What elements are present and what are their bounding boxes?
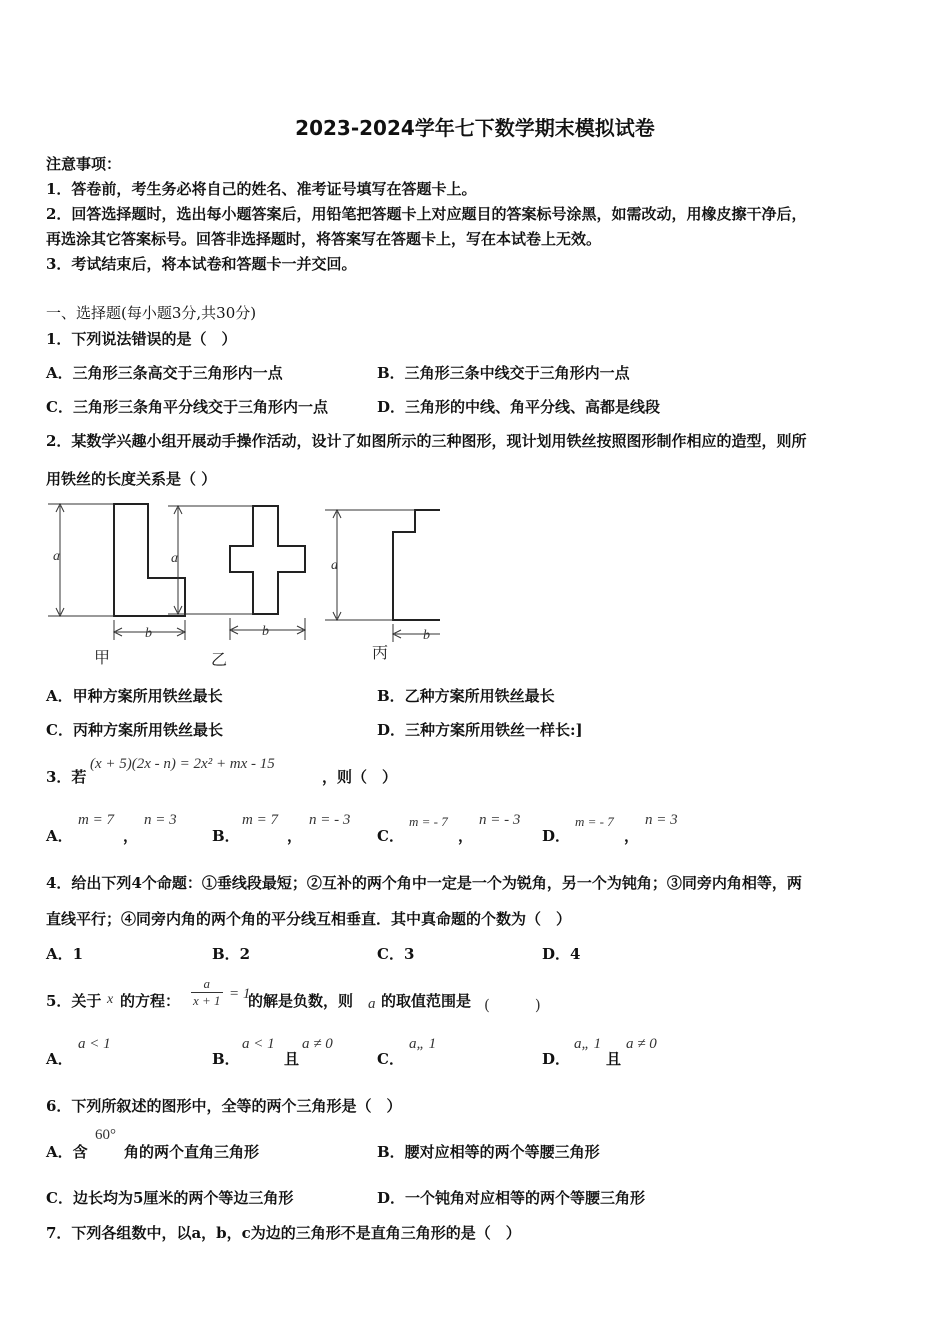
comma: ， bbox=[624, 827, 640, 845]
q2-figures bbox=[40, 498, 440, 670]
dim-a-label: a bbox=[171, 551, 178, 566]
notice-item: 1．答卷前，考生务必将自己的姓名、准考证号填写在答题卡上。 bbox=[46, 180, 477, 198]
dim-a-label: a bbox=[53, 549, 60, 564]
q5-stem-pre: 5．关于 bbox=[46, 992, 102, 1010]
dim-a-label: a bbox=[331, 558, 338, 573]
q5-c-expr: a„ 1 bbox=[409, 1036, 437, 1052]
q5-b-expr2: a ≠ 0 bbox=[302, 1036, 333, 1052]
q2-option-b: B．乙种方案所用铁丝最长 bbox=[377, 687, 555, 705]
q2-option-d: D．三种方案所用铁丝一样长:] bbox=[377, 721, 583, 739]
q3-option-b: B． bbox=[212, 827, 240, 845]
comma: ， bbox=[123, 827, 139, 845]
q5-option-b: B． bbox=[212, 1050, 240, 1068]
q5-stem-post: 的解是负数，则 bbox=[248, 992, 354, 1010]
section-heading: 一、选择题(每小题3分,共30分) bbox=[46, 304, 257, 322]
q5-d-expr: a„ 1 bbox=[574, 1036, 602, 1052]
q7-stem: 7．下列各组数中，以a，b，c为边的三角形不是直角三角形的是（ ） bbox=[46, 1224, 521, 1242]
q3-a-n: n = 3 bbox=[144, 812, 177, 828]
q3-a-m: m = 7 bbox=[78, 812, 114, 828]
notice-item: 2．回答选择题时，选出每小题答案后，用铅笔把答题卡上对应题目的答案标号涂黑，如需改动，用橡皮擦干净后， bbox=[46, 205, 807, 223]
q4-stem: 4．给出下列4个命题：①垂线段最短；②互补的两个角中一定是一个为锐角，另一个为钝角；③同旁内角相等，两 bbox=[46, 874, 802, 892]
q6-option-a: A．含 bbox=[46, 1143, 88, 1161]
q4-option-d: D．4 bbox=[542, 945, 581, 963]
q2-option-a: A．甲种方案所用铁丝最长 bbox=[46, 687, 223, 705]
q6-a-degree: 60° bbox=[95, 1127, 116, 1143]
q3-d-m: m = - 7 bbox=[575, 814, 614, 829]
q3-equation: (x + 5)(2x - n) = 2x² + mx - 15 bbox=[90, 756, 275, 772]
q3-c-m: m = - 7 bbox=[409, 814, 448, 829]
notice-item: 3．考试结束后，将本试卷和答题卡一并交回。 bbox=[46, 255, 357, 273]
shape-bing bbox=[393, 510, 440, 620]
q4-option-c: C．3 bbox=[377, 945, 415, 963]
notice-item: 再选涂其它答案标号。回答非选择题时，将答案写在答题卡上，写在本试卷上无效。 bbox=[46, 230, 602, 248]
q4-stem: 直线平行；④同旁内角的两个角的平分线互相垂直．其中真命题的个数为（ ） bbox=[46, 910, 572, 928]
figure-label-bing: 丙 bbox=[372, 643, 389, 662]
q5-frac-num: a bbox=[191, 976, 223, 993]
q1-option-a: A．三角形三条高交于三角形内一点 bbox=[46, 364, 283, 382]
figure-label-jia: 甲 bbox=[94, 648, 111, 667]
comma: ， bbox=[458, 827, 474, 845]
dim-b-label: b bbox=[145, 626, 152, 641]
q1-option-c: C．三角形三条角平分线交于三角形内一点 bbox=[46, 398, 328, 416]
q3-c-n: n = - 3 bbox=[479, 812, 521, 828]
q3-option-d: D． bbox=[542, 827, 571, 845]
q5-option-a: A． bbox=[46, 1050, 73, 1068]
q3-b-m: m = 7 bbox=[242, 812, 278, 828]
q5-frac-den: x + 1 bbox=[193, 993, 221, 1008]
q5-var-a: a bbox=[368, 996, 376, 1012]
shape-yi bbox=[230, 506, 305, 614]
q6-option-a-text: 角的两个直角三角形 bbox=[124, 1143, 260, 1161]
q6-stem: 6．下列所叙述的图形中，全等的两个三角形是（ ） bbox=[46, 1097, 402, 1115]
q3-stem-post: ，则（ ） bbox=[322, 768, 398, 786]
q5-b-expr: a < 1 bbox=[242, 1036, 275, 1052]
q3-b-n: n = - 3 bbox=[309, 812, 351, 828]
q4-option-a: A．1 bbox=[46, 945, 84, 963]
q5-fraction bbox=[191, 976, 223, 1009]
q2-stem: 用铁丝的长度关系是（ ） bbox=[46, 470, 217, 488]
q5-answer-paren: ( ) bbox=[484, 996, 541, 1014]
q5-equals: = 1 bbox=[229, 986, 251, 1002]
q5-option-c: C． bbox=[377, 1050, 404, 1068]
page-title: 2023-2024学年七下数学期末模拟试卷 bbox=[295, 116, 655, 140]
q1-option-b: B．三角形三条中线交于三角形内一点 bbox=[377, 364, 630, 382]
q5-a-expr: a < 1 bbox=[78, 1036, 111, 1052]
q5-stem-mid: 的方程： bbox=[120, 992, 181, 1010]
q1-option-d: D．三角形的中线、角平分线、高都是线段 bbox=[377, 398, 661, 416]
q3-stem-pre: 3．若 bbox=[46, 768, 87, 786]
q5-d-expr2: a ≠ 0 bbox=[626, 1036, 657, 1052]
q6-option-b: B．腰对应相等的两个等腰三角形 bbox=[377, 1143, 600, 1161]
q1-stem: 1．下列说法错误的是（ ） bbox=[46, 330, 237, 348]
q5-d-and: 且 bbox=[606, 1050, 622, 1068]
q5-var-x: x bbox=[107, 992, 114, 1007]
q4-option-b: B．2 bbox=[212, 945, 251, 963]
q5-b-and: 且 bbox=[284, 1050, 300, 1068]
q6-option-c: C．边长均为5厘米的两个等边三角形 bbox=[46, 1189, 294, 1207]
q3-d-n: n = 3 bbox=[645, 812, 678, 828]
q6-option-d: D．一个钝角对应相等的两个等腰三角形 bbox=[377, 1189, 646, 1207]
q5-stem-post2: 的取值范围是 bbox=[381, 992, 472, 1010]
notice-heading: 注意事项： bbox=[46, 155, 122, 173]
q2-option-c: C．丙种方案所用铁丝最长 bbox=[46, 721, 223, 739]
q3-option-a: A． bbox=[46, 827, 73, 845]
comma: ， bbox=[287, 827, 303, 845]
q3-option-c: C． bbox=[377, 827, 404, 845]
q5-option-d: D． bbox=[542, 1050, 571, 1068]
figure-label-yi: 乙 bbox=[211, 650, 228, 669]
dim-b-label: b bbox=[423, 628, 430, 643]
dim-b-label: b bbox=[262, 624, 269, 639]
q2-stem: 2．某数学兴趣小组开展动手操作活动，设计了如图所示的三种图形，现计划用铁丝按照图形制作相应的造型，则所 bbox=[46, 432, 807, 450]
